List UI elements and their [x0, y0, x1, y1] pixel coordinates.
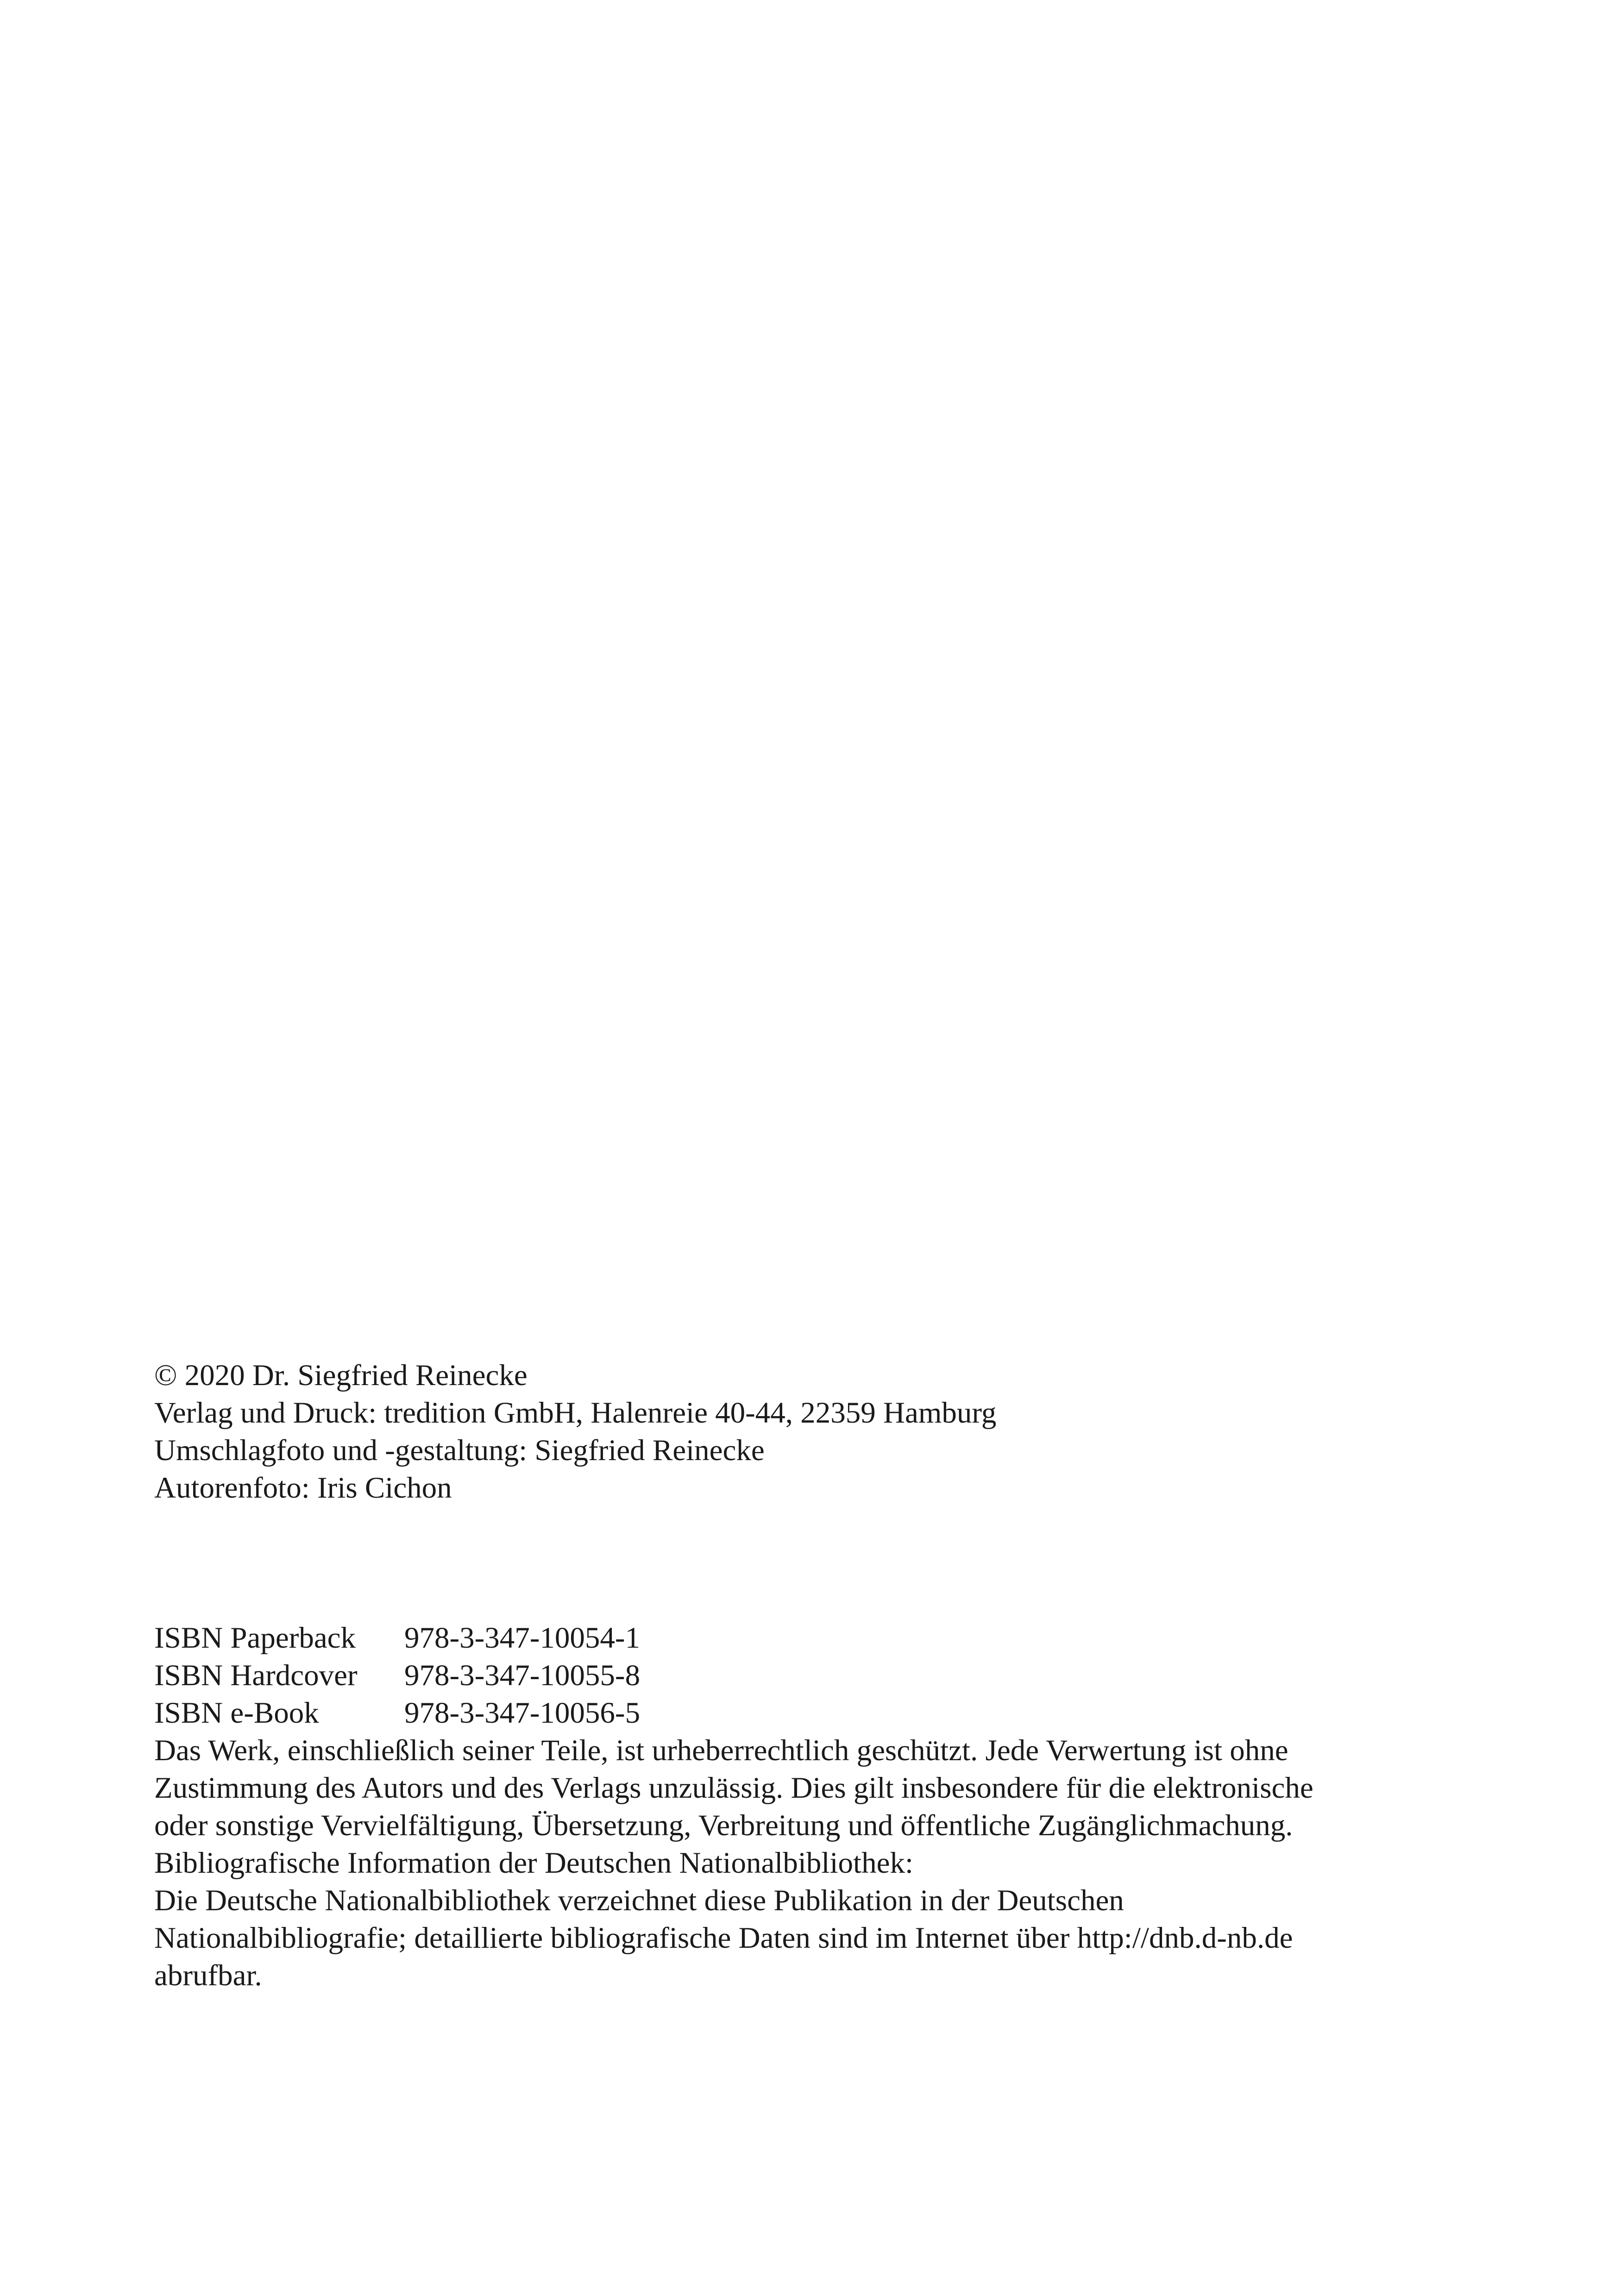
isbn-row-ebook: [154, 1694, 640, 1732]
biblio-line: Nationalbibliografie; detaillierte bibliografische Daten sind im Internet über http://dnb.d-nb.de: [154, 1921, 1293, 1955]
cover-credits: [154, 1432, 1497, 1507]
isbn-row-paperback: [154, 1619, 640, 1657]
biblio-line: Die Deutsche Nationalbibliothek verzeichnet diese Publikation in der Deutschen: [154, 1884, 1124, 1917]
rights-line: Das Werk, einschließlich seiner Teile, ist urheberrechtlich geschützt. Jede Verwertung ist ohne: [154, 1734, 1288, 1767]
copyright-line: © 2020 Dr. Siegfried Reinecke: [154, 1359, 528, 1392]
bibliographic-info: [154, 1844, 1497, 1995]
isbn-label: ISBN Paperback: [154, 1621, 356, 1655]
author-photo-credit: Autorenfoto: Iris Cichon: [154, 1471, 452, 1505]
biblio-heading: Bibliografische Information der Deutschen Nationalbibliothek:: [154, 1846, 913, 1880]
isbn-number: 978-3-347-10055-8: [404, 1659, 641, 1692]
publisher-line: Verlag und Druck: tredition GmbH, Halenreie 40-44, 22359 Hamburg: [154, 1396, 997, 1430]
copyright-notice: [154, 1357, 1497, 1394]
isbn-number: 978-3-347-10054-1: [404, 1621, 641, 1655]
cover-design-credit: Umschlagfoto und -gestaltung: Siegfried Reinecke: [154, 1434, 765, 1467]
imprint-block: [154, 1357, 1497, 1995]
isbn-label: ISBN e-Book: [154, 1696, 319, 1730]
rights-line: Zustimmung des Autors und des Verlags unzulässig. Dies gilt insbesondere für die elektronische: [154, 1771, 1313, 1805]
isbn-row-hardcover: [154, 1657, 640, 1694]
isbn-table: [154, 1619, 640, 1732]
publisher-info: [154, 1394, 1497, 1432]
biblio-line: abrufbar.: [154, 1959, 262, 1992]
isbn-number: 978-3-347-10056-5: [404, 1696, 641, 1730]
rights-line: oder sonstige Vervielfältigung, Übersetzung, Verbreitung und öffentliche Zugänglichmachung.: [154, 1809, 1293, 1842]
rights-notice: [154, 1732, 1497, 1844]
isbn-label: ISBN Hardcover: [154, 1659, 358, 1692]
